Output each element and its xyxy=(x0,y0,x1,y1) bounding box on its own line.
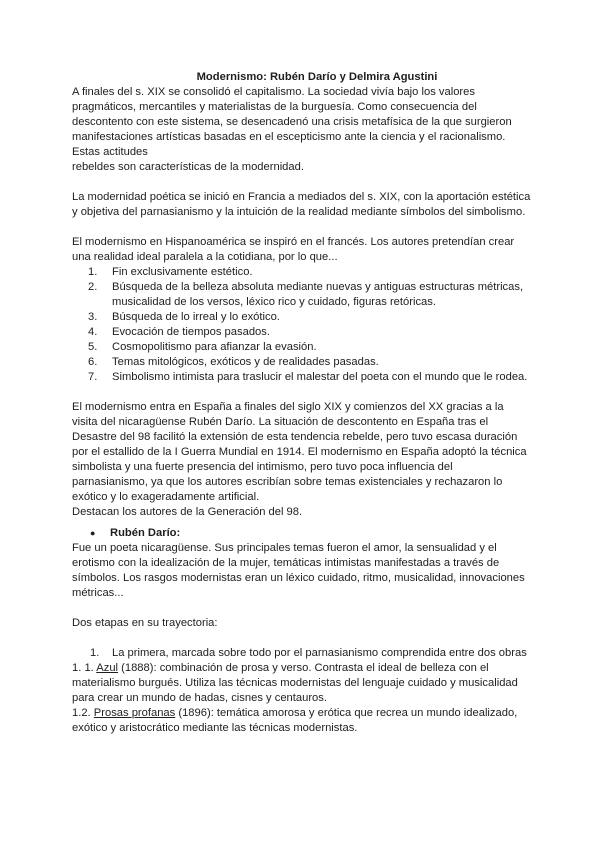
text-line: A finales del s. XIX se consolidó el capitalismo. La sociedad vivía bajo los valores xyxy=(72,86,475,98)
text-line: Desastre del 98 facilitó la extensión de esta tendencia rebelde, pero tuvo escasa duración xyxy=(72,431,518,443)
document-page xyxy=(72,70,532,736)
text-line: Estas actitudes xyxy=(72,146,148,158)
text-line: una realidad ideal paralela a la cotidiana, por lo que... xyxy=(72,251,338,263)
text-line: Destacan los autores de la Generación del 98. xyxy=(72,506,303,518)
text-line: materialismo burgués. Utiliza las técnicas modernistas del lenguaje cuidado y musicalidad xyxy=(72,677,518,689)
text-line: manifestaciones artísticas basadas en el escepticismo ante la ciencia y el racionalismo. xyxy=(72,131,506,143)
text-line: rebeldes son características de la modernidad. xyxy=(72,161,304,173)
paragraph-ruben-dario xyxy=(72,541,532,601)
text-line: para crear un mundo de hadas, cisnes y centauros. xyxy=(72,692,327,704)
text-line: métricas... xyxy=(72,587,124,599)
obra-prosas-profanas xyxy=(72,706,532,736)
text-line: exótico y aristocrático mediante las técnicas modernistas. xyxy=(72,722,358,734)
text-line: símbolos. Los rasgos modernistas eran un léxico cuidado, ritmo, musicalidad, innovaciones xyxy=(72,572,525,584)
intro-paragraph xyxy=(72,85,532,175)
text-line: El modernismo entra en España a finales del siglo XIX y comienzos del XX gracias a la xyxy=(72,401,504,413)
text-line: erotismo con la idealización de la mujer, temáticas intimistas manifestadas a través de xyxy=(72,557,500,569)
text-line: descontento con este sistema, se desencadenó una crisis metafísica de la que surgieron xyxy=(72,116,512,128)
features-list xyxy=(72,265,532,385)
text-line: simbolista y una fuerte presencia del intimismo, pero tuvo poca influencia del xyxy=(72,461,453,473)
text-line: Fue un poeta nicaragüense. Sus principales temas fueron el amor, la sensualidad y el xyxy=(72,542,497,554)
text-line: visita del nicaragüense Rubén Darío. La situación de descontento en España tras el xyxy=(72,416,489,428)
list-item: 5. Cosmopolitismo para afianzar la evasión. xyxy=(88,341,317,353)
document-title: Modernismo: Rubén Darío y Delmira Agustini xyxy=(196,71,438,83)
obra-azul xyxy=(72,661,532,706)
list-item: 6. Temas mitológicos, exóticos y de realidades pasadas. xyxy=(88,356,379,368)
text-line: pragmáticos, mercantiles y materialistas de la burguesía. Como consecuencia del xyxy=(72,101,477,113)
text-line: parnasianismo, ya que los autores escribían sobre temas existenciales y rechazaron lo xyxy=(72,476,503,488)
list-item: 1. Fin exclusivamente estético. xyxy=(88,266,253,278)
book-title-azul: Azul xyxy=(96,662,119,674)
bullet-icon: ● xyxy=(90,528,96,538)
paragraph-espana xyxy=(72,400,532,520)
list-item: 3. Búsqueda de lo irreal y lo exótico. xyxy=(88,311,280,323)
list-item: 4. Evocación de tiempos pasados. xyxy=(88,326,270,338)
etapas-intro: Dos etapas en su trayectoria: xyxy=(72,617,218,629)
text-line: 1.2. Prosas profanas (1896): temática amorosa y erótica que recrea un mundo idealizado, xyxy=(72,707,518,719)
text-line: por el estallido de la I Guerra Mundial en 1914. El modernismo en España adoptó la técnica xyxy=(72,446,527,458)
text-line: 1. 1. Azul (1888): combinación de prosa y verso. Contrasta el ideal de belleza con el xyxy=(72,662,489,674)
text-line: El modernismo en Hispanoamérica se inspiró en el francés. Los autores pretendían crear xyxy=(72,236,515,248)
text-line: y objetiva del parnasianismo y la intuición de la realidad mediante símbolos del simbolismo. xyxy=(72,206,526,218)
text-line: exótico y lo exageradamente artificial. xyxy=(72,491,260,503)
section-heading-ruben-dario: ● Rubén Darío: xyxy=(90,527,181,539)
text-line: La modernidad poética se inició en Francia a mediados del s. XIX, con la aportación estética xyxy=(72,191,531,203)
book-title-prosas-profanas: Prosas profanas xyxy=(93,707,176,719)
list-item: 2. Búsqueda de la belleza absoluta mediante nuevas y antiguas estructuras métricas, musicalidad de los versos, léxico rico y cuidado, figuras retóricas. xyxy=(88,281,524,308)
paragraph-hispanoamerica xyxy=(72,235,532,265)
etapa-item: 1. La primera, marcada sobre todo por el parnasianismo comprendida entre dos obras xyxy=(90,647,527,659)
list-item: 7. Simbolismo intimista para traslucir el malestar del poeta con el mundo que le rodea. xyxy=(88,371,528,383)
paragraph-modernidad xyxy=(72,190,532,220)
